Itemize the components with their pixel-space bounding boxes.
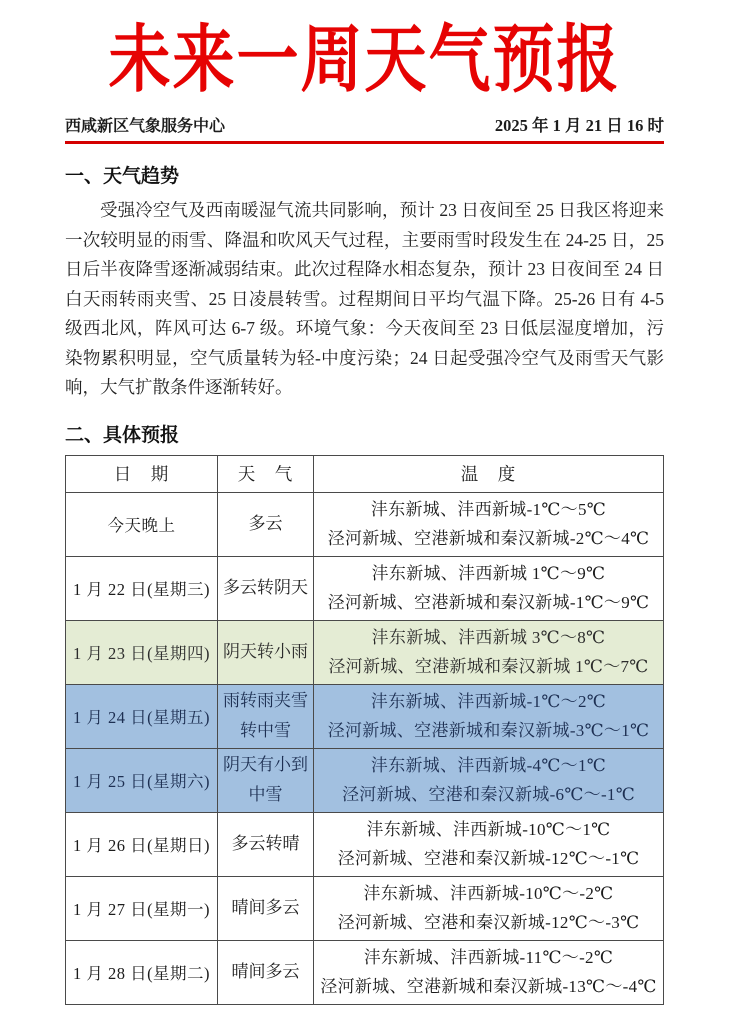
org-name: 西咸新区气象服务中心 — [65, 118, 226, 135]
column-header-date: 日 期 — [66, 455, 218, 492]
weather-cell: 多云转晴 — [218, 812, 314, 876]
weather-cell: 多云转阴天 — [218, 556, 314, 620]
trend-section-heading: 一、天气趋势 — [65, 166, 180, 187]
table-row — [66, 940, 664, 1004]
date-cell: 今天晚上 — [66, 492, 218, 556]
temperature-line-east-west: 沣东新城、沣西新城 1℃～9℃ — [371, 564, 606, 583]
column-header-temperature: 温 度 — [314, 455, 664, 492]
table-row — [66, 876, 664, 940]
weather-cell: 阴天有小到中雪 — [218, 748, 314, 812]
trend-paragraph: 受强冷空气及西南暖湿气流共同影响，预计 23 日夜间至 25 日我区将迎来一次较明显的雨雪、降温和吹风天气过程，主要雨雪时段发生在 24-25 日，25 日后半夜降雪逐渐减弱结束。此次过程降水相态复杂，预计 23 日夜间至 24 日白天雨转雨夹雪、25 日凌晨转雪。过程期间日平均气温下降。25-26 日有 4-5 级西北风，阵风可达 6-7 级。环境气象：今天夜间至 23 日低层湿度增加，污染物累积明显，空气质量转为轻-中度污染；24 日起受强冷空气及雨雪天气影响，大气扩散条件逐渐转好。 — [65, 200, 664, 397]
forecast-table-header — [66, 455, 664, 492]
temperature-line-north: 泾河新城、空港新城和秦汉新城 1℃～7℃ — [328, 657, 649, 676]
temperature-line-north: 泾河新城、空港和秦汉新城-12℃～-1℃ — [337, 849, 640, 868]
meta-bar — [65, 112, 664, 144]
temperature-line-east-west: 沣东新城、沣西新城 3℃～8℃ — [371, 628, 606, 647]
weather-cell: 雨转雨夹雪转中雪 — [218, 684, 314, 748]
date-cell: 1 月 26 日(星期日) — [66, 812, 218, 876]
temperature-cell — [314, 748, 664, 812]
table-row — [66, 492, 664, 556]
date-cell: 1 月 23 日(星期四) — [66, 620, 218, 684]
temperature-line-north: 泾河新城、空港新城和秦汉新城-3℃～1℃ — [327, 721, 650, 740]
issue-datetime: 2025 年 1 月 21 日 16 时 — [494, 116, 664, 135]
temperature-line-east-west: 沣东新城、沣西新城-11℃～-2℃ — [363, 948, 614, 967]
forecast-section-heading: 二、具体预报 — [65, 424, 180, 446]
temperature-cell — [314, 556, 664, 620]
table-row — [66, 748, 664, 812]
page-title: 未来一周天气预报 — [108, 19, 621, 101]
table-row — [66, 556, 664, 620]
temperature-line-north: 泾河新城、空港和秦汉新城-6℃～-1℃ — [341, 785, 636, 804]
temperature-cell — [314, 620, 664, 684]
temperature-cell — [314, 492, 664, 556]
temperature-line-north: 泾河新城、空港新城和秦汉新城-2℃～4℃ — [327, 529, 650, 548]
date-cell: 1 月 22 日(星期三) — [66, 556, 218, 620]
temperature-line-north: 泾河新城、空港新城和秦汉新城-13℃～-4℃ — [320, 977, 657, 996]
weather-cell: 阴天转小雨 — [218, 620, 314, 684]
date-cell: 1 月 28 日(星期二) — [66, 940, 218, 1004]
table-row — [66, 812, 664, 876]
date-cell: 1 月 24 日(星期五) — [66, 684, 218, 748]
table-row — [66, 684, 664, 748]
date-cell: 1 月 25 日(星期六) — [66, 748, 218, 812]
forecast-table-body — [66, 492, 664, 1004]
temperature-cell — [314, 940, 664, 1004]
temperature-cell — [314, 876, 664, 940]
temperature-line-east-west: 沣东新城、沣西新城-10℃～1℃ — [366, 820, 611, 839]
forecast-table — [65, 455, 664, 1005]
temperature-line-east-west: 沣东新城、沣西新城-1℃～5℃ — [370, 500, 607, 519]
weather-cell: 多云 — [218, 492, 314, 556]
header-row — [66, 455, 664, 492]
weather-cell: 晴间多云 — [218, 940, 314, 1004]
temperature-line-east-west: 沣东新城、沣西新城-1℃～2℃ — [370, 692, 607, 711]
table-row — [66, 620, 664, 684]
column-header-weather: 天 气 — [218, 455, 314, 492]
temperature-line-north: 泾河新城、空港和秦汉新城-12℃～-3℃ — [337, 913, 640, 932]
temperature-cell — [314, 812, 664, 876]
temperature-line-north: 泾河新城、空港新城和秦汉新城-1℃～9℃ — [327, 593, 650, 612]
temperature-cell — [314, 684, 664, 748]
weather-cell: 晴间多云 — [218, 876, 314, 940]
temperature-line-east-west: 沣东新城、沣西新城-10℃～-2℃ — [363, 884, 614, 903]
date-cell: 1 月 27 日(星期一) — [66, 876, 218, 940]
temperature-line-east-west: 沣东新城、沣西新城-4℃～1℃ — [370, 756, 607, 775]
